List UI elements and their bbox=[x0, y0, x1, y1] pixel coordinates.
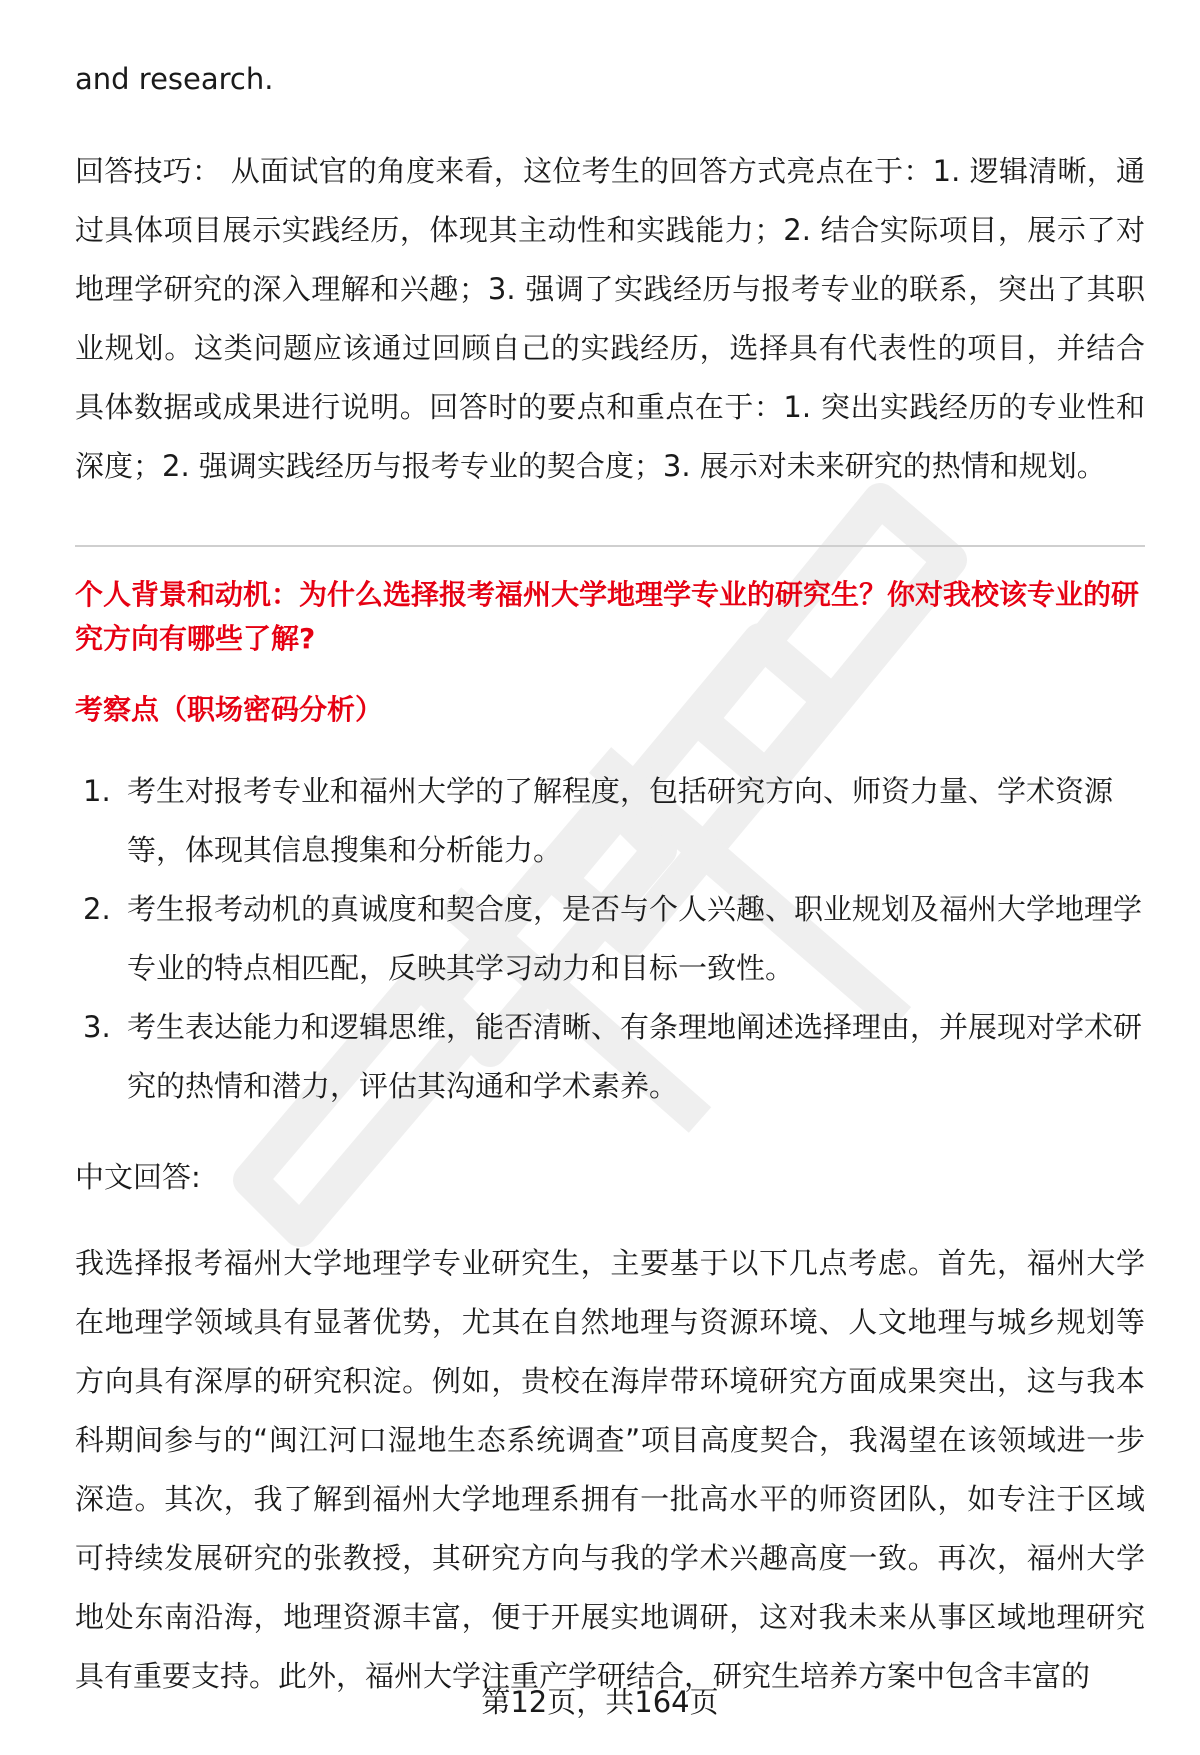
list-item-number: 3. bbox=[83, 1010, 111, 1044]
list-item-text: 考生对报考专业和福州大学的了解程度，包括研究方向、师资力量、学术资源等，体现其信息搜集和分析能力。 bbox=[127, 774, 1114, 867]
list-item-text: 考生表达能力和逻辑思维，能否清晰、有条理地阐述选择理由，并展现对学术研究的热情和潜力，评估其沟通和学术素养。 bbox=[127, 1010, 1143, 1103]
list-item-number: 1. bbox=[83, 774, 111, 808]
list-item-number: 2. bbox=[83, 892, 111, 926]
intro-tail-text: and research. bbox=[75, 62, 274, 96]
focus-points-list bbox=[75, 762, 1145, 1116]
list-item bbox=[75, 762, 1145, 880]
list-item bbox=[75, 880, 1145, 998]
answer-label: 中文回答: bbox=[75, 1160, 201, 1194]
question-heading: 个人背景和动机：为什么选择报考福州大学地理学专业的研究生？你对我校该专业的研究方向有哪些了解? bbox=[75, 578, 1140, 655]
list-item bbox=[75, 998, 1145, 1116]
section-divider bbox=[75, 545, 1145, 547]
focus-points-heading: 考察点（职场密码分析） bbox=[75, 693, 384, 726]
list-item-text: 考生报考动机的真诚度和契合度，是否与个人兴趣、职业规划及福州大学地理学专业的特点相匹配，反映其学习动力和目标一致性。 bbox=[127, 892, 1143, 985]
page-number-footer: 第12页，共164页 bbox=[481, 1685, 719, 1719]
answer-paragraph: 我选择报考福州大学地理学专业研究生，主要基于以下几点考虑。首先，福州大学在地理学领域具有显著优势，尤其在自然地理与资源环境、人文地理与城乡规划等方向具有深厚的研究积淀。例如，贵校在海岸带环境研究方面成果突出，这与我本科期间参与的“闽江河口湿地生态系统调查”项目高度契合，我渴望在该领域进一步深造。其次，我了解到福州大学地理系拥有一批高水平的师资团队，如专注于区域可持续发展研究的张教授，其研究方向与我的学术兴趣高度一致。再次，福州大学地处东南沿海，地理资源丰富，便于开展实地调研，这对我未来从事区域地理研究具有重要支持。此外，福州大学注重产学研结合，研究生培养方案中包含丰富的 bbox=[75, 1246, 1145, 1693]
answer-tips-paragraph: 回答技巧： 从面试官的角度来看，这位考生的回答方式亮点在于：1. 逻辑清晰，通过具体项目展示实践经历，体现其主动性和实践能力；2. 结合实际项目，展示了对地理学研究的深入理解和兴趣；3. 强调了实践经历与报考专业的联系，突出了其职业规划。这类问题应该通过回顾自己的实践经历，选择具有代表性的项目，并结合具体数据或成果进行说明。回答时的要点和重点在于：1. 突出实践经历的专业性和深度；2. 强调实践经历与报考专业的契合度；3. 展示对未来研究的热情和规划。 bbox=[75, 154, 1145, 483]
